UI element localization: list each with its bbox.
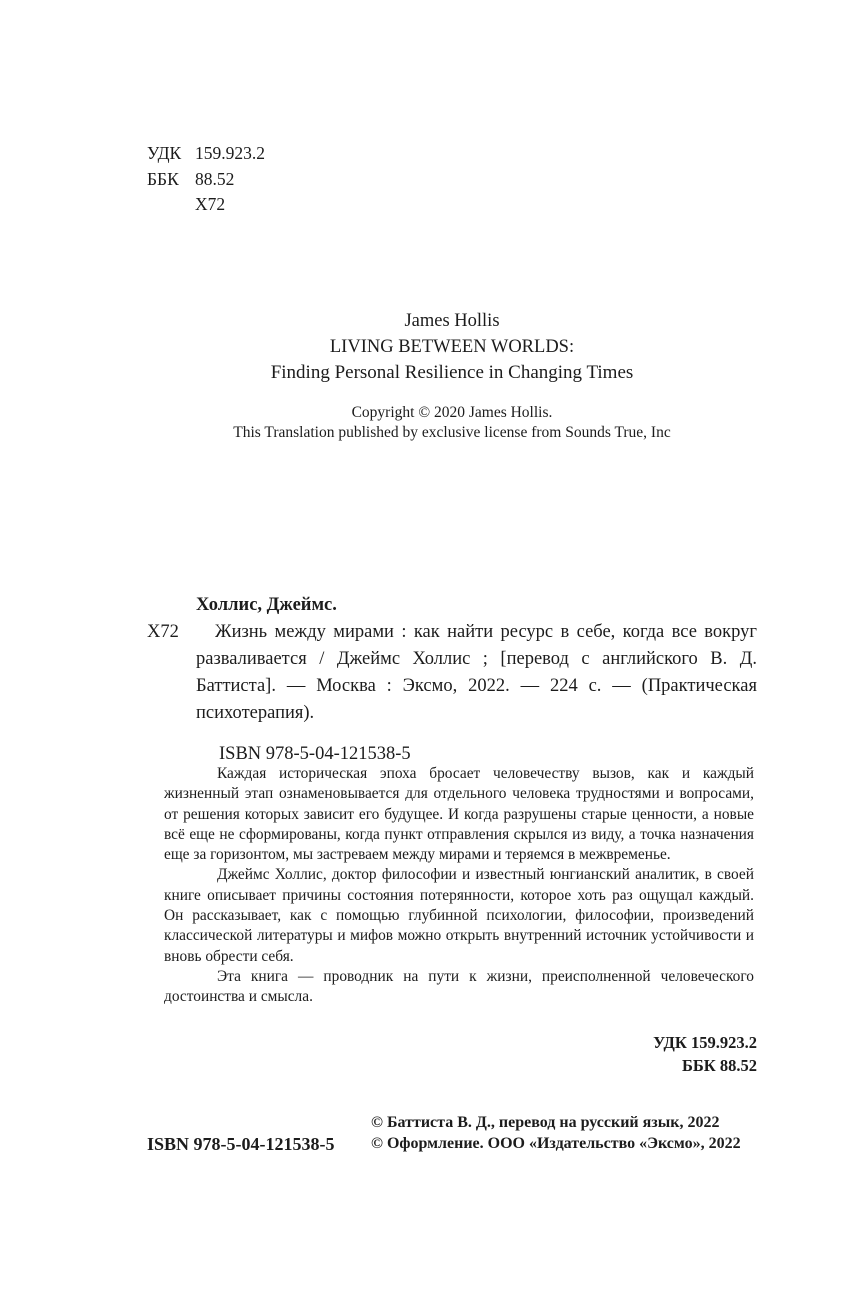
catalog-author-code: Х72 (147, 622, 179, 642)
annotation-paragraph-2: Джеймс Холлис, доктор философии и известный юнгианский аналитик, в своей книге описывает причины состояния потерянности, которое хоть раз ощущал каждый. Он рассказывает, как с помощью глубинной психологии, философии, произведений классической литературы и мифов можно открыть внутренний источник устойчивости и вновь обрести себя. (164, 866, 754, 965)
original-copyright-block (147, 403, 757, 444)
udk-row (147, 141, 265, 167)
original-subtitle: Finding Personal Resilience in Changing Times (270, 362, 634, 383)
original-title-block (147, 309, 757, 444)
annotation-paragraph-1: Каждая историческая эпоха бросает человечеству вызов, как и каждый жизненный этап ознаменовывается для отдельного человека трудностями и вопросами, от решения которых зависит его будущее. И когда разрушены старые ценности, а новые всё еще не сформированы, когда пункт отправления скрылся из виду, а точка назначения еще за горизонтом, мы застреваем между мирами и теряемся в межвременье. (164, 765, 754, 864)
author-code: Х72 (195, 194, 226, 214)
author-code-row (147, 192, 265, 218)
design-copyright: © Оформление. ООО «Издательство «Эксмо», 2022 (371, 1134, 741, 1152)
catalog-isbn: ISBN 978-5-04-121538-5 (219, 744, 411, 764)
udk-bottom: УДК 159.923.2 (653, 1033, 757, 1052)
bbk-label: ББК (147, 168, 179, 189)
annotation-paragraph-3: Эта книга — проводник на пути к жизни, преисполненной человеческого достоинства и смысла. (164, 967, 754, 1006)
bbk-bottom: ББК 88.52 (681, 1056, 757, 1075)
udk-value: 159.923.2 (195, 143, 265, 163)
imprint-copyrights (371, 1113, 759, 1154)
bbk-value: 88.52 (195, 168, 235, 189)
bbk-row (147, 167, 265, 193)
catalog-author-heading: Холлис, Джеймс. (196, 595, 337, 615)
annotation-block (164, 764, 754, 1008)
classification-codes-bottom (653, 1031, 757, 1077)
catalog-description: Жизнь между мирами : как найти ресурс в себе, когда все вокруг разваливается / Джеймс Холлис ; [перевод с английского В. Д. Баттиста]. — Москва : Эксмо, 2022. — 224 с. — (Практическая психотерапия). (196, 622, 757, 723)
original-author: James Hollis (404, 311, 500, 331)
imprint-isbn: ISBN 978-5-04-121538-5 (147, 1134, 335, 1154)
original-title: LIVING BETWEEN WORLDS: (329, 336, 575, 357)
copyright-line-1: Copyright © 2020 James Hollis. (351, 403, 553, 421)
catalog-entry (147, 592, 757, 768)
imprint-block (147, 1113, 759, 1154)
catalog-body (147, 619, 757, 727)
udk-label: УДК (147, 143, 182, 163)
classification-codes-top (147, 141, 265, 218)
translation-copyright: © Баттиста В. Д., перевод на русский язык, 2022 (371, 1114, 720, 1131)
copyright-line-2: This Translation published by exclusive license from Sounds True, Inc (233, 424, 671, 441)
